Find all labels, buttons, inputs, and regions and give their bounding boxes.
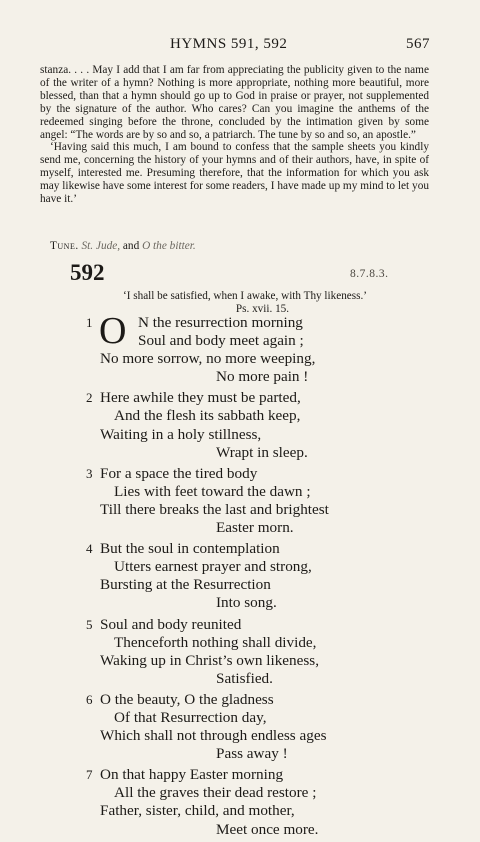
verse [86,691,386,763]
verse-line: Here awhile they must be parted, [100,389,301,407]
verse-line: Lies with feet toward the dawn ; [114,482,311,500]
verse-number: 4 [86,541,93,557]
tune-name: St. Jude, [81,240,121,252]
verse [86,465,386,537]
verse-line: Of that Resurrection day, [114,708,267,726]
verse-line: Till there breaks the last and brightest [100,500,329,518]
verse-number: 3 [86,465,93,481]
commentary-paragraph: ‘Having said this much, I am bound to confess that the sample sheets you kindly send me, concerning the history of your hymns and of their authors, have, in spite of myself, interested me. Presuming therefore, that the information for which you ask may likewise have some interest for some readers, I have made up my mind to let you have it.’ [40,141,429,206]
verse-line: Waking up in Christ’s own likeness, [100,651,319,669]
commentary-paragraph: stanza. . . . May I add that I am far from appreciating the publicity given to the name of the writer of a hymn? Nothing is more appropriate, nothing more beautiful, more blessed, than that a hymn should go up to God in praise or prayer, not supplemented by the signature of the author. Who cares? Can you imagine the anthems of the redeemed singing before the throne, concluded by the intimation given by some angel: “The words are by so and so, a patriarch. The tune by so and so, an apostle.” [40,64,429,141]
verse-line: N the resurrection morning [138,314,303,331]
tune-conjunction: and [122,240,140,252]
verse-line: No more pain ! [216,368,309,386]
verse-line: Bursting at the Resurrection [100,576,271,594]
verse-line: Into song. [216,594,277,612]
verse [86,310,386,386]
tune-line [40,240,430,252]
verse-line: Soul and body meet again ; [138,332,304,350]
verse-line: Waiting in a holy stillness, [100,425,262,443]
verse-line: Satisfied. [216,669,273,687]
verse [86,616,386,688]
verse-line: O the beauty, O the gladness [100,690,274,708]
tune-label: Tune. [50,240,79,252]
verse-number: 5 [86,616,93,632]
running-title: HYMNS 591, 592 [170,36,288,52]
verse-line: Wrapt in sleep. [216,443,308,461]
verse [86,540,386,612]
epigraph-reference: Ps. xvii. 15. [235,303,290,315]
drop-cap: O [99,310,127,352]
verse-line: Soul and body reunited [100,615,242,633]
verse-line: Which shall not through endless ages [100,727,327,745]
verse-line: All the graves their dead restore ; [114,784,317,802]
verse-line: For a space the tired body [100,464,258,482]
verse-line: Meet once more. [216,820,319,838]
verse [86,389,386,461]
commentary-text [40,64,429,206]
verse-line: Father, sister, child, and mother, [100,802,295,820]
verse [86,766,386,838]
tune-name: O the bitter. [142,240,196,252]
hymn-verses [86,310,386,842]
verse-line: Pass away ! [216,745,288,763]
verse-line: But the soul in contemplation [100,540,280,558]
verse-line: Easter morn. [216,519,294,537]
hymn-meter: 8.7.8.3. [350,268,389,280]
verse-number: 7 [86,767,93,783]
verse-number: 2 [86,390,93,406]
verse-line: Thenceforth nothing shall divide, [114,633,317,651]
verse-line: On that happy Easter morning [100,766,284,784]
verse-line: And the flesh its sabbath keep, [114,407,301,425]
verse-number: 6 [86,691,93,707]
verse-line: No more sorrow, no more weeping, [100,350,316,368]
page-number: 567 [406,36,430,52]
verse-number: 1 [86,315,93,330]
hymn-number: 592 [70,260,105,285]
page-header [40,36,430,56]
verse-line: Utters earnest prayer and strong, [114,558,312,576]
epigraph-text: ‘I shall be satisfied, when I awake, with Thy likeness.’ [123,290,367,302]
